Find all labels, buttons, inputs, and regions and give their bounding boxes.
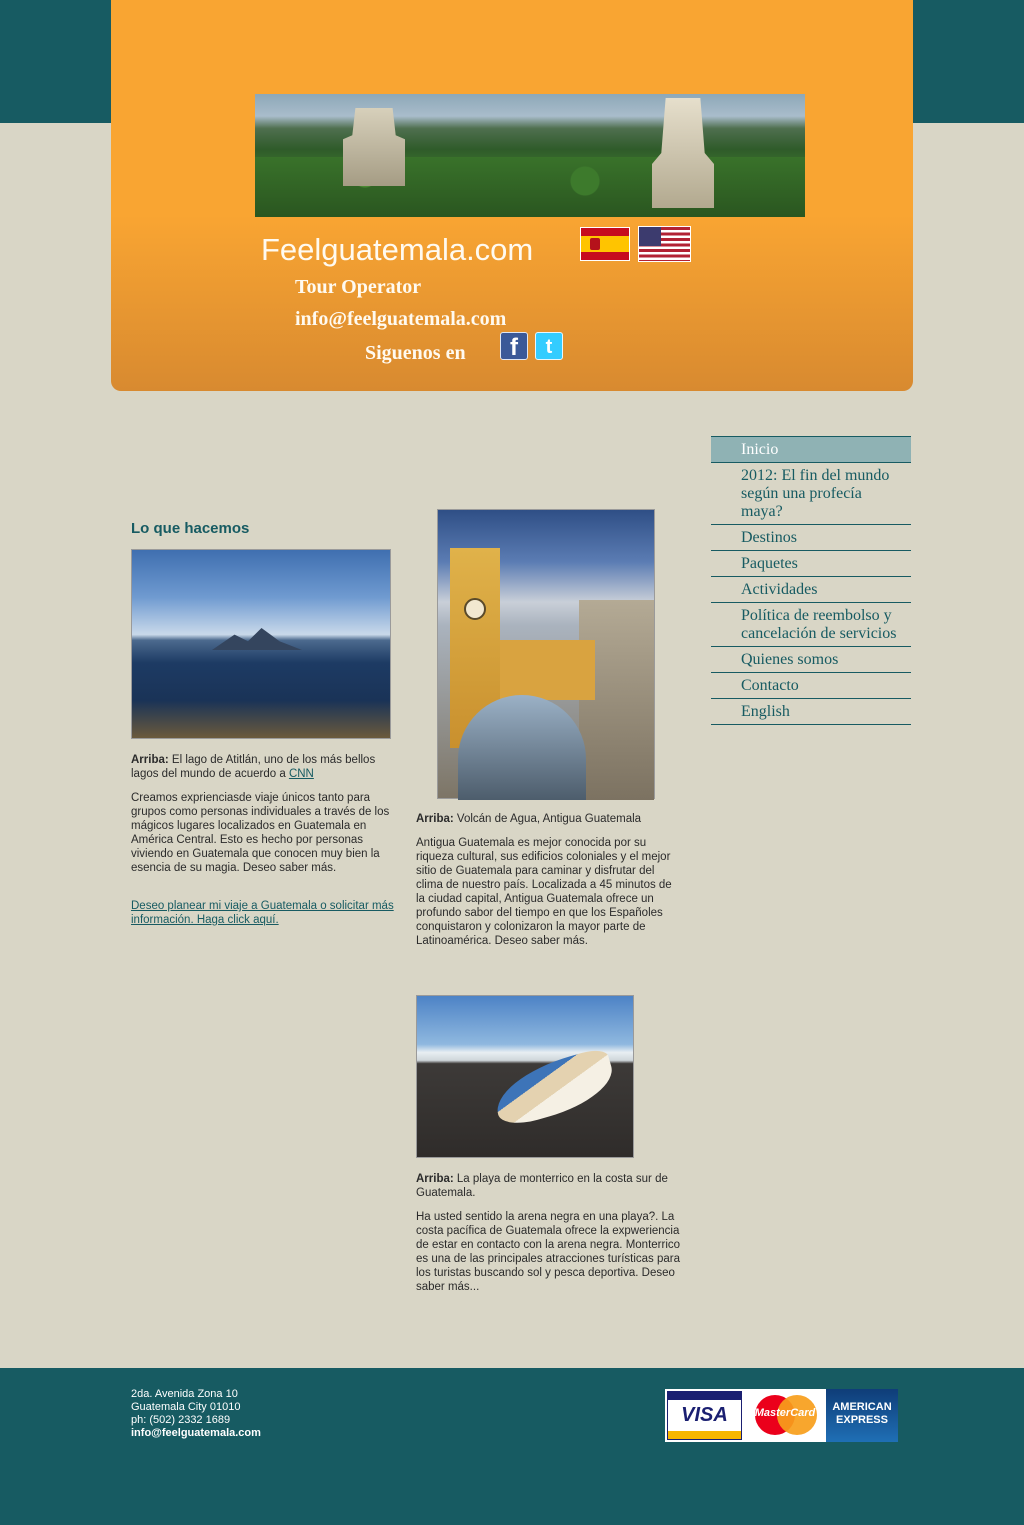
- footer-address: [131, 1388, 261, 1440]
- follow-label: Siguenos en: [365, 342, 466, 364]
- plan-trip-paragraph: [131, 899, 396, 927]
- nav-item-english[interactable]: English: [711, 699, 911, 725]
- visa-card-icon: [667, 1391, 742, 1440]
- address-line1: 2da. Avenida Zona 10: [131, 1388, 238, 1400]
- amex-card-label: [826, 1401, 898, 1427]
- spain-flag-icon[interactable]: [580, 227, 630, 261]
- lake-atitlan-image: [131, 549, 391, 739]
- us-flag-icon[interactable]: [638, 226, 691, 262]
- antigua-caption: [416, 812, 681, 826]
- twitter-icon[interactable]: t: [535, 332, 563, 360]
- mastercard-label: MasterCard: [754, 1407, 816, 1419]
- side-navigation: [711, 436, 911, 725]
- beach-body: Ha usted sentido la arena negra en una playa?. La costa pacífica de Guatemala ofrece la expweriencia de estar en contacto con la arena negra. Monterrico es una de las principales atracciones turísticas para los turistas buscando sol y pesca deportiva. Deseo saber más...: [416, 1211, 681, 1293]
- nav-item-paquetes[interactable]: Paquetes: [711, 551, 911, 577]
- antigua-arch-image: [437, 509, 655, 799]
- lake-caption-text: El lago de Atitlán, uno de los más bellos lagos del mundo de acuerdo a: [131, 754, 376, 780]
- beach-caption-text: La playa de monterrico en la costa sur de Guatemala.: [416, 1173, 668, 1199]
- beach-caption: [416, 1172, 681, 1200]
- section-heading: Lo que hacemos: [131, 520, 250, 537]
- beach-boat: [488, 1046, 620, 1130]
- site-header: [111, 0, 913, 391]
- tagline: Tour Operator: [295, 276, 422, 298]
- lake-caption-label: Arriba:: [131, 754, 169, 766]
- antigua-caption-label: Arriba:: [416, 813, 454, 825]
- banner-temple-left: [343, 108, 405, 186]
- banner-temple-right: [652, 98, 714, 208]
- mastercard-icon: [745, 1389, 825, 1442]
- nav-item-destinos[interactable]: Destinos: [711, 525, 911, 551]
- amex-line2: EXPRESS: [836, 1414, 888, 1426]
- header-email[interactable]: info@feelguatemala.com: [295, 308, 507, 330]
- lake-body: Creamos exprienciasde viaje únicos tanto para grupos como personas individuales a través de los mágicos lugares localizados en Guatemala en América Central. Esto es hecho por personas viviendo en Guatemala que conocen muy bien la esencia de su magia. Deseo saber más.: [131, 792, 390, 874]
- amex-card-icon: [826, 1389, 898, 1442]
- nav-item-politica[interactable]: Política de reembolso y cancelación de servicios: [711, 603, 911, 647]
- facebook-icon[interactable]: f: [500, 332, 528, 360]
- beach-caption-label: Arriba:: [416, 1173, 454, 1185]
- cnn-link[interactable]: CNN: [288, 768, 314, 780]
- antigua-caption-text: Volcán de Agua, Antigua Guatemala: [456, 813, 642, 825]
- nav-item-inicio[interactable]: Inicio: [711, 437, 911, 463]
- nav-item-contacto[interactable]: Contacto: [711, 673, 911, 699]
- banner-tikal-image: [255, 94, 805, 217]
- nav-item-actividades[interactable]: Actividades: [711, 577, 911, 603]
- visa-card-label: VISA: [681, 1404, 728, 1426]
- antigua-body: Antigua Guatemala es mejor conocida por su riqueza cultural, sus edificios coloniales y el mejor sitio de Guatemala para caminar y disfrutar del clima de nuestro país. Localizada a 45 minutos de la ciudad capital, Antigua Guatemala ofrece un profundo sabor del tiempo en que los Españoles conquistaron y colonizaron la mayor parte de Latinoamérica. Deseo saber más.: [416, 837, 672, 947]
- clock-icon: [464, 598, 486, 620]
- payment-cards: [665, 1389, 898, 1442]
- banner-canopy: [255, 157, 805, 217]
- monterrico-beach-image: [416, 995, 634, 1158]
- nav-item-quienes-somos[interactable]: Quienes somos: [711, 647, 911, 673]
- nav-item-2012[interactable]: 2012: El fin del mundo según una profecía maya?: [711, 463, 911, 525]
- arch-wall: [579, 600, 654, 800]
- footer-phone: ph: (502) 2332 1689: [131, 1414, 231, 1426]
- address-line2: Guatemala City 01010: [131, 1401, 241, 1413]
- footer-email[interactable]: info@feelguatemala.com: [131, 1427, 261, 1439]
- lake-volcanoes: [212, 628, 302, 650]
- site-title[interactable]: Feelguatemala.com: [261, 232, 534, 267]
- amex-line1: AMERICAN: [832, 1401, 892, 1413]
- lake-caption: [131, 753, 396, 781]
- plan-trip-link[interactable]: Deseo planear mi viaje a Guatemala o solicitar más información. Haga click aquí.: [131, 900, 394, 926]
